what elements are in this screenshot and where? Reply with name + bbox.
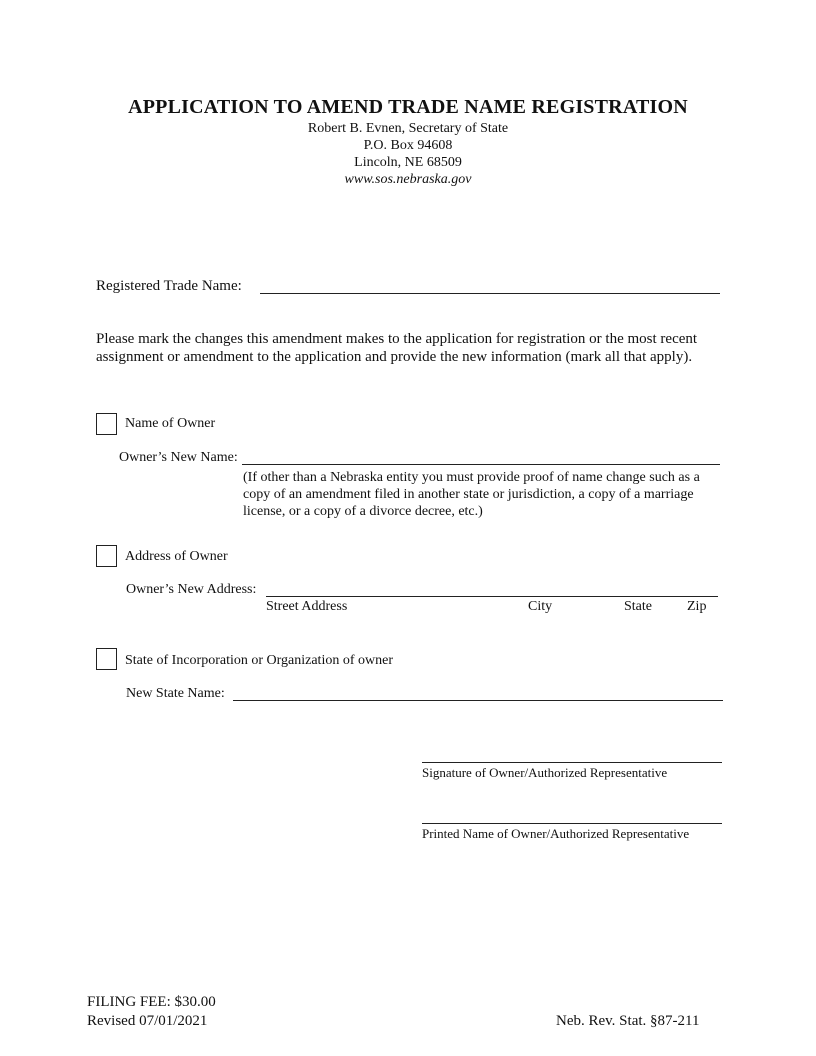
po-box: P.O. Box 94608 — [363, 138, 453, 153]
name-of-owner-label: Name of Owner — [125, 416, 216, 431]
owner-new-name-label: Owner’s New Name: — [119, 450, 238, 465]
printed-name-label: Printed Name of Owner/Authorized Representative — [422, 826, 690, 841]
owner-new-address-label: Owner’s New Address: — [126, 582, 257, 597]
state-sublabel: State — [624, 599, 652, 614]
city-sublabel: City — [528, 599, 553, 614]
state-of-incorporation-label: State of Incorporation or Organization of owner — [125, 653, 393, 668]
signature-field[interactable] — [422, 762, 722, 763]
trade-name-field[interactable] — [260, 293, 720, 294]
name-change-note: (If other than a Nebraska entity you must provide proof of name change such as a copy of an amendment filed in another state or jurisdiction, a copy of a marriage license, or a copy of a divorce decree, etc.) — [243, 470, 700, 519]
street-address-sublabel: Street Address — [266, 599, 348, 614]
trade-name-label: Registered Trade Name: — [96, 278, 242, 294]
revised-date: Revised 07/01/2021 — [87, 1013, 208, 1029]
website: www.sos.nebraska.gov — [344, 172, 472, 187]
new-state-name-label: New State Name: — [126, 686, 225, 701]
owner-new-address-field[interactable] — [266, 596, 718, 597]
signature-label: Signature of Owner/Authorized Representative — [422, 765, 668, 780]
owner-new-name-field[interactable] — [242, 464, 720, 465]
instructions-text: Please mark the changes this amendment makes to the application for registration or the most recent assignment or amendment to the application and provide the new information (mark all that apply). — [96, 331, 698, 365]
address-of-owner-label: Address of Owner — [125, 549, 228, 564]
official-name: Robert B. Evnen, Secretary of State — [307, 121, 509, 136]
name-of-owner-checkbox[interactable] — [96, 413, 117, 435]
zip-sublabel: Zip — [687, 599, 707, 614]
page-title: APPLICATION TO AMEND TRADE NAME REGISTRATION — [128, 96, 688, 118]
new-state-name-field[interactable] — [233, 700, 723, 701]
city-state: Lincoln, NE 68509 — [354, 155, 462, 170]
printed-name-field[interactable] — [422, 823, 722, 824]
filing-fee: FILING FEE: $30.00 — [87, 994, 216, 1010]
statute-reference: Neb. Rev. Stat. §87-211 — [556, 1013, 700, 1029]
address-of-owner-checkbox[interactable] — [96, 545, 117, 567]
state-of-incorporation-checkbox[interactable] — [96, 648, 117, 670]
